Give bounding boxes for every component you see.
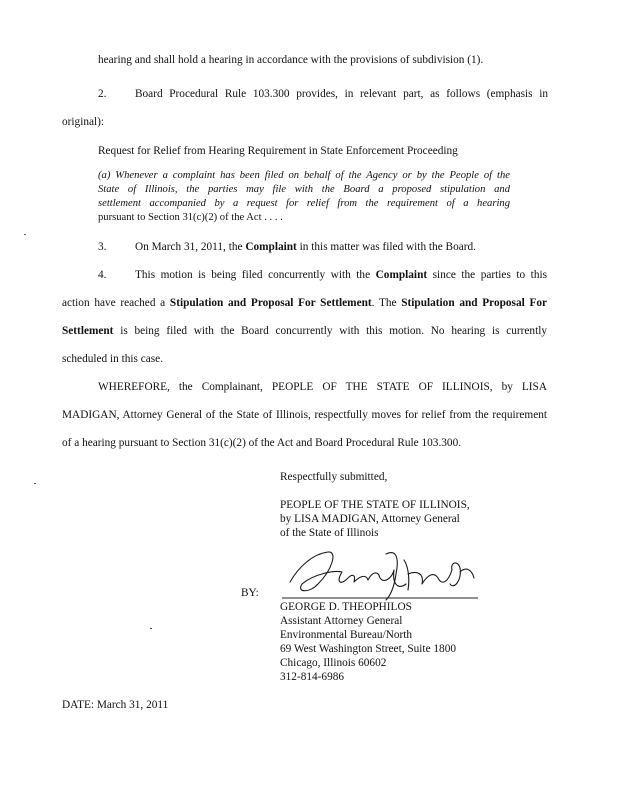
respectfully-submitted: Respectfully submitted,	[280, 471, 388, 483]
wherefore-line-2: MADIGAN, Attorney General of the State of Illinois, respectfully moves for relief from the requirement	[62, 409, 547, 421]
signer-bureau: Environmental Bureau/North	[280, 629, 413, 641]
wherefore-line-3: of a hearing pursuant to Section 31(c)(2) of the Act and Board Procedural Rule 103.300.	[62, 437, 462, 449]
scan-speck	[24, 234, 26, 235]
signer-city: Chicago, Illinois 60602	[280, 657, 387, 669]
paragraph-4-number: 4.	[98, 269, 107, 281]
paragraph-1-continuation: hearing and shall hold a hearing in accordance with the provisions of subdivision (1).	[98, 54, 484, 66]
paragraph-4-line-3: Settlement is being filed with the Board concurrently with this motion. No hearing is currently	[62, 325, 547, 337]
wherefore-line-1: WHEREFORE, the Complainant, PEOPLE OF THE STATE OF ILLINOIS, by LISA	[98, 381, 547, 393]
handwritten-signature	[282, 544, 482, 602]
paragraph-4-line-4: scheduled in this case.	[62, 353, 164, 365]
signer-street: 69 West Washington Street, Suite 1800	[280, 643, 456, 655]
paragraph-4-line-2: action have reached a Stipulation and Proposal For Settlement. The Stipulation and Proposal For	[62, 297, 548, 309]
paragraph-2-line-1: Board Procedural Rule 103.300 provides, in relevant part, as follows (emphasis in	[135, 88, 548, 100]
by-attorney-general: by LISA MADIGAN, Attorney General	[280, 513, 460, 525]
signer-phone: 312-814-6986	[280, 671, 345, 683]
paragraph-4-line-1: This motion is being filed concurrently with the Complaint since the parties to this	[135, 269, 548, 281]
paragraph-2-number: 2.	[98, 88, 107, 100]
quote-line-2: State of Illinois, the parties may file with the Board a proposed stipulation and	[98, 184, 510, 195]
quote-line-4: pursuant to Section 31(c)(2) of the Act . . . .	[98, 212, 283, 223]
party-name: PEOPLE OF THE STATE OF ILLINOIS,	[280, 499, 470, 511]
document-date: DATE: March 31, 2011	[62, 699, 169, 711]
quote-line-3: settlement accompanied by a request for relief from the requirement of a hearing	[98, 198, 510, 209]
of-state: of the State of Illinois	[280, 527, 379, 539]
signer-title: Assistant Attorney General	[280, 615, 403, 627]
signer-name: GEORGE D. THEOPHILOS	[280, 601, 412, 613]
quote-line-1: (a) Whenever a complaint has been filed on behalf of the Agency or by the People of the	[98, 170, 510, 181]
paragraph-3-text: On March 31, 2011, the Complaint in this matter was filed with the Board.	[135, 241, 476, 253]
complaint-term: Complaint	[245, 241, 297, 253]
paragraph-3-number: 3.	[98, 241, 107, 253]
scan-speck	[34, 483, 36, 484]
quote-heading: Request for Relief from Hearing Requirement in State Enforcement Proceeding	[98, 145, 458, 157]
by-label: BY:	[241, 587, 259, 599]
paragraph-2-line-2: original):	[62, 116, 105, 128]
scan-speck	[150, 628, 152, 629]
